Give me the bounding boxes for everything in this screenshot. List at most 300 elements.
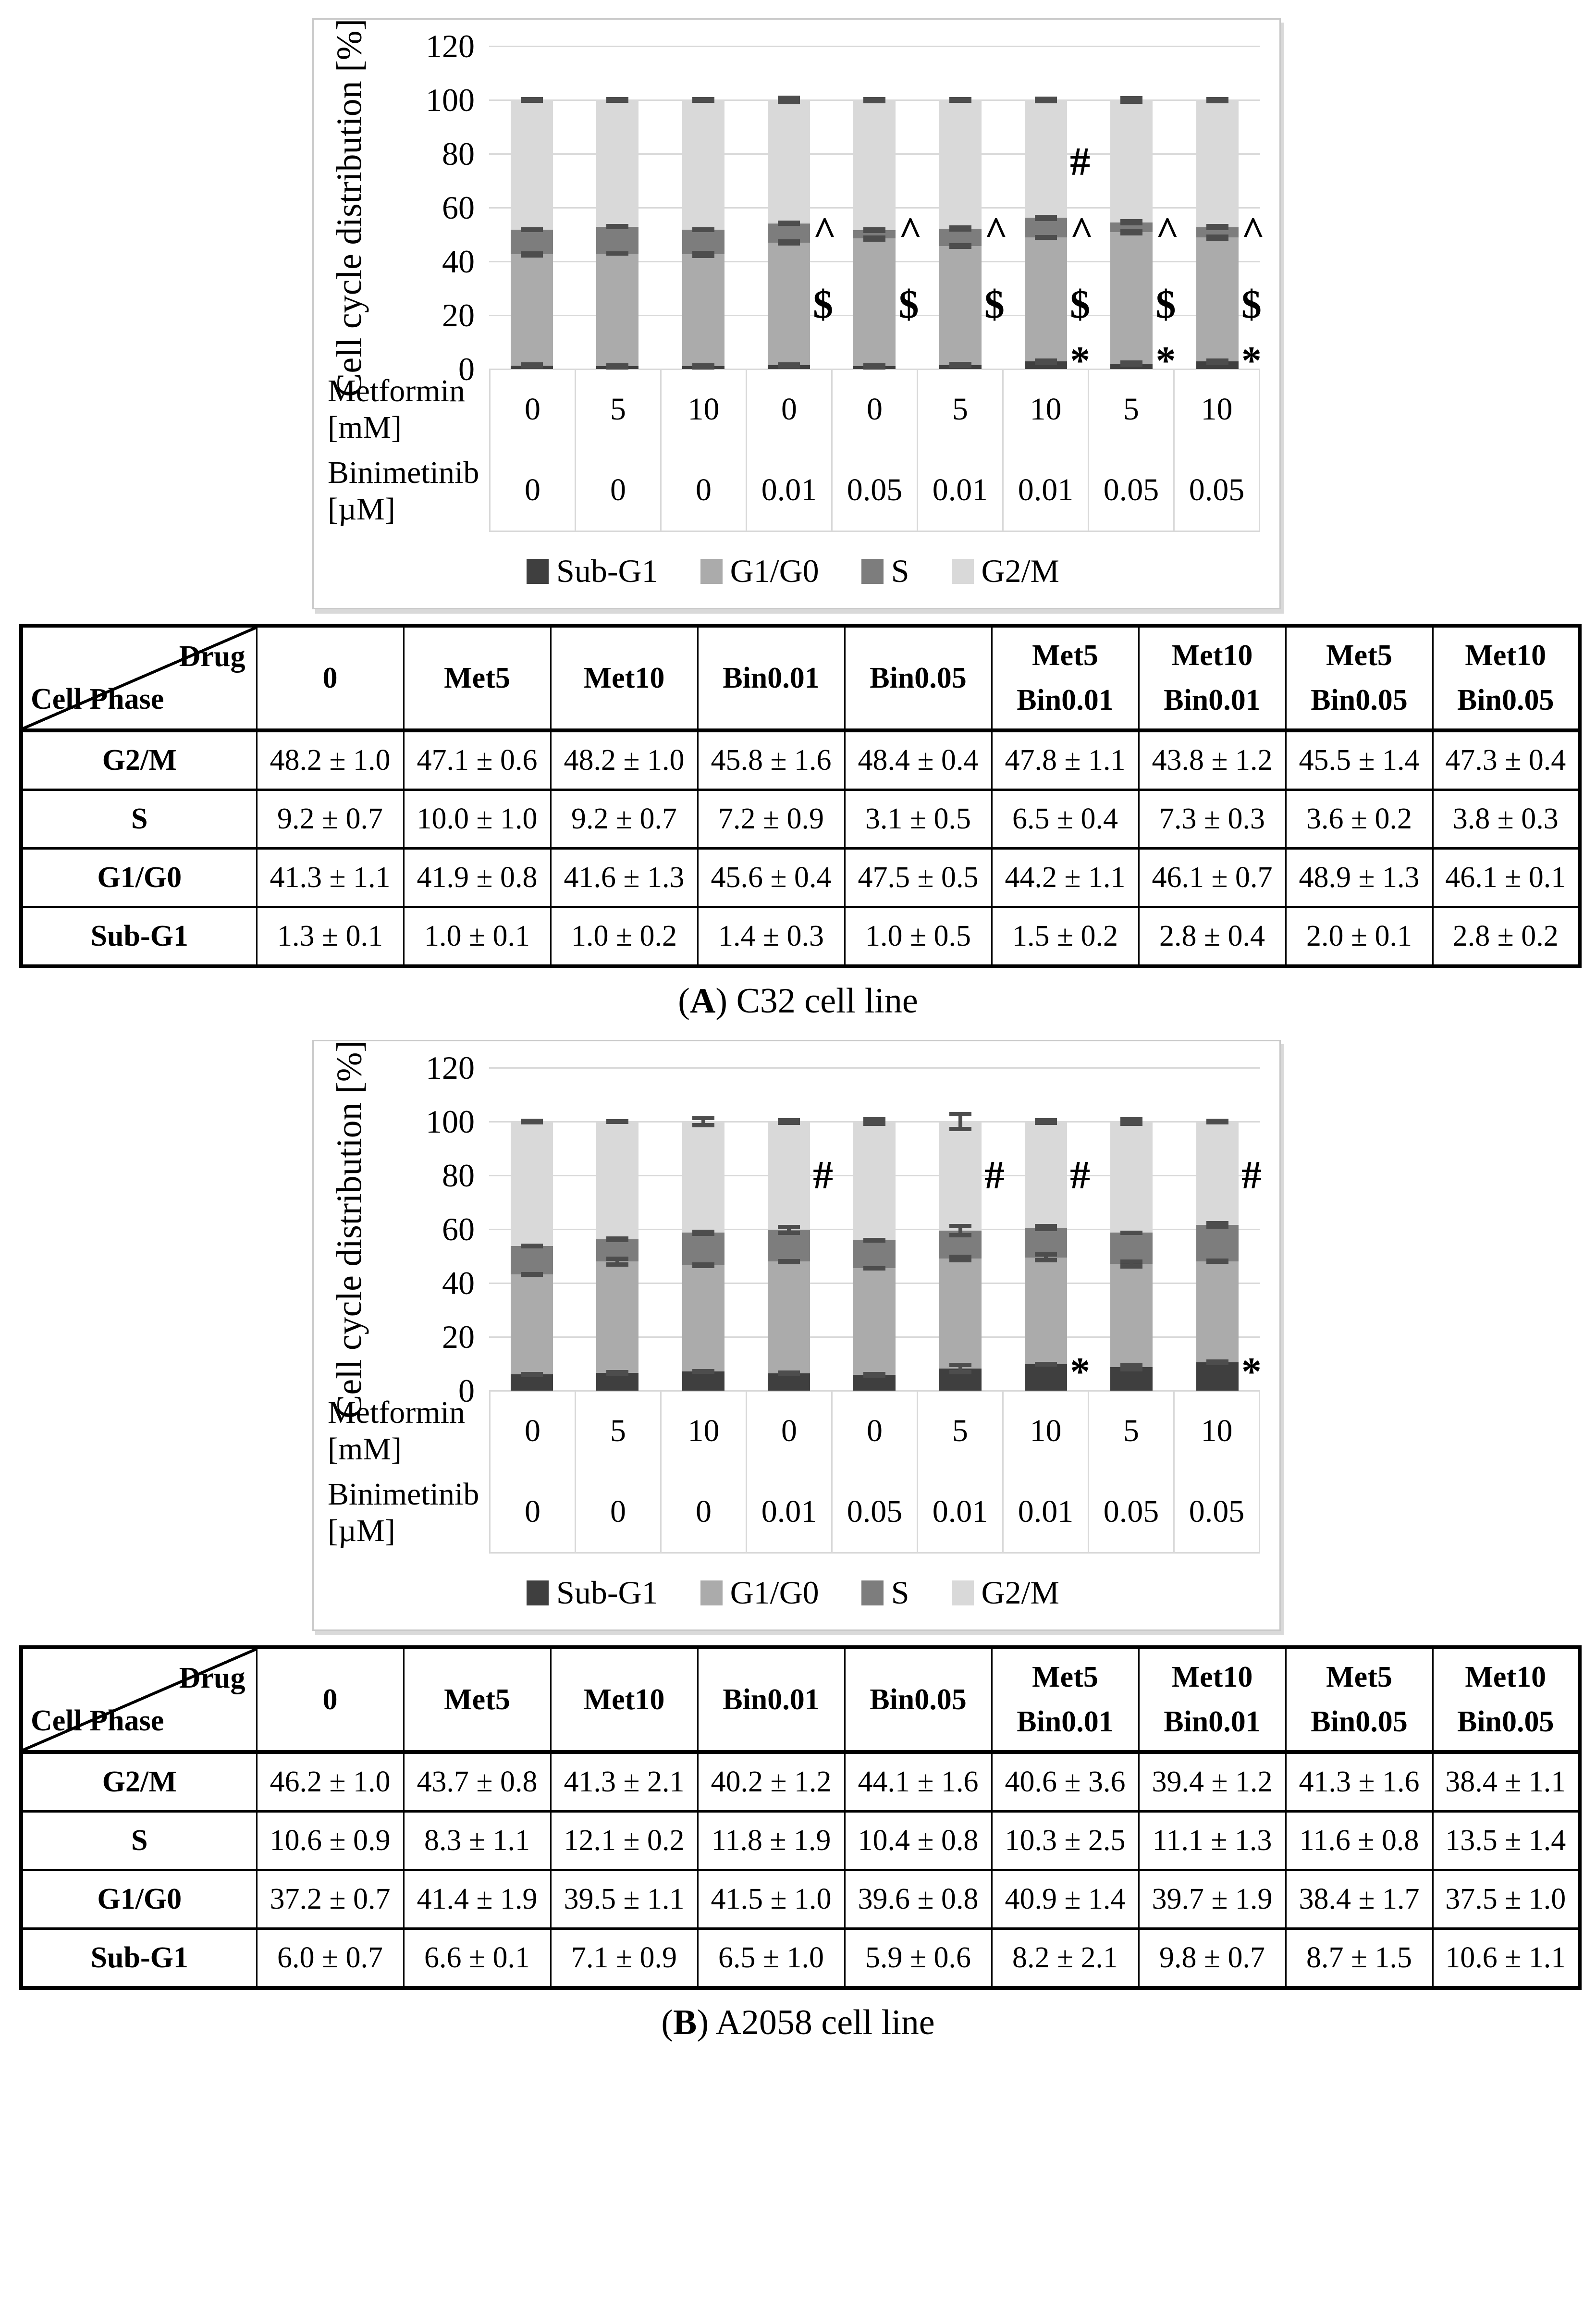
row-label: G1/G0 xyxy=(21,849,257,907)
bar-segment-g2-m xyxy=(1025,100,1067,218)
column-header: Met5 Bin0.05 xyxy=(1286,1647,1433,1752)
table-cell: 1.4 ± 0.3 xyxy=(698,907,845,967)
x-axis-value: 0.05 xyxy=(831,450,917,532)
error-bar xyxy=(1035,97,1057,103)
stacked-bar xyxy=(682,1068,724,1391)
bar-group xyxy=(746,1068,832,1391)
x-axis-value: 5 xyxy=(575,369,660,450)
error-bar xyxy=(949,243,971,249)
table-cell: 40.6 ± 3.6 xyxy=(992,1752,1139,1812)
bar-segment-s xyxy=(511,1246,553,1274)
table-row xyxy=(21,907,1580,967)
error-bar-cap xyxy=(692,227,714,232)
column-header: Bin0.01 xyxy=(698,1647,845,1752)
bar-segment-g2-m xyxy=(1110,1122,1153,1233)
y-axis-tick-label: 80 xyxy=(442,136,475,172)
error-bar-cap xyxy=(1206,1224,1228,1229)
error-bar xyxy=(692,1116,714,1127)
legend-label: Sub-G1 xyxy=(556,1574,658,1611)
bar-group xyxy=(1089,1068,1174,1391)
y-axis-tick-label: 60 xyxy=(442,1211,475,1247)
error-bar-cap xyxy=(778,1231,800,1235)
error-bar xyxy=(606,365,628,368)
table-cell: 8.3 ± 1.1 xyxy=(404,1812,551,1870)
annotation-dollar: $ xyxy=(813,282,834,327)
table-cell: 38.4 ± 1.1 xyxy=(1433,1752,1580,1812)
error-bar xyxy=(1206,1221,1228,1229)
error-bar-cap xyxy=(1206,358,1228,363)
y-axis-tick-label: 120 xyxy=(426,28,475,64)
table-cell: 10.6 ± 0.9 xyxy=(257,1812,404,1870)
error-bar xyxy=(1120,1259,1142,1269)
bar-group xyxy=(1175,1068,1262,1394)
annotation-caret: ^ xyxy=(813,209,836,254)
table-header-row xyxy=(21,1647,1580,1752)
error-bar-cap xyxy=(1120,1117,1142,1122)
caption-b: (B) A2058 cell line xyxy=(661,2003,935,2042)
x-axis-value: 5 xyxy=(1088,369,1173,450)
legend-swatch-g1-g0 xyxy=(700,1580,723,1605)
error-bar-cap xyxy=(521,1372,543,1376)
table-cell: 1.0 ± 0.1 xyxy=(404,907,551,967)
table-cell: 46.2 ± 1.0 xyxy=(257,1752,404,1812)
error-bar-cap xyxy=(1120,1259,1142,1264)
table-cell: 1.3 ± 0.1 xyxy=(257,907,404,967)
table-cell: 13.5 ± 1.4 xyxy=(1433,1812,1580,1870)
bar-segment-g1-g0 xyxy=(1110,232,1153,364)
x-axis-value: 0.05 xyxy=(1088,450,1173,532)
error-bar xyxy=(1120,362,1142,365)
table-cell: 1.5 ± 0.2 xyxy=(992,907,1139,967)
error-bar xyxy=(521,1272,543,1276)
error-bar xyxy=(1035,235,1057,239)
error-bar xyxy=(521,251,543,257)
error-bar-cap xyxy=(949,362,971,366)
error-bar xyxy=(949,1255,971,1262)
y-axis-tick-label: 20 xyxy=(442,1319,475,1355)
table-cell: 41.4 ± 1.9 xyxy=(404,1870,551,1929)
bar-segment-g2-m xyxy=(596,100,638,227)
error-bar xyxy=(863,99,885,101)
table-cell: 44.1 ± 1.6 xyxy=(845,1752,992,1812)
error-bar-cap xyxy=(606,1238,628,1242)
bar-segment-g2-m xyxy=(1025,1122,1067,1228)
bar-segment-sub-g1 xyxy=(682,1371,724,1391)
error-bar xyxy=(863,1373,885,1377)
error-bar-cap xyxy=(863,227,885,232)
table-cell: 7.1 ± 0.9 xyxy=(551,1929,698,1988)
x-axis-value: 0.01 xyxy=(746,450,831,532)
error-bar-cap xyxy=(949,245,971,249)
error-bar-cap xyxy=(949,1233,971,1237)
row-label: G2/M xyxy=(21,1752,257,1812)
error-bar-cap xyxy=(1120,360,1142,365)
error-bar xyxy=(949,97,971,103)
legend-swatch-sub-g1 xyxy=(527,1580,549,1605)
x-axis-row xyxy=(326,450,1260,532)
x-axis-value: 0.05 xyxy=(1088,1471,1173,1554)
error-bar xyxy=(1035,217,1057,219)
table-cell: 45.8 ± 1.6 xyxy=(698,730,845,790)
corner-label-drug: Drug xyxy=(179,640,246,673)
error-bar-cap xyxy=(778,1260,800,1264)
column-header: Met10 xyxy=(551,626,698,730)
error-bar-cap xyxy=(1035,1362,1057,1366)
column-header: Met10 Bin0.05 xyxy=(1433,1647,1580,1752)
table-cell: 9.8 ± 0.7 xyxy=(1139,1929,1286,1988)
x-axis-value: 0 xyxy=(660,1471,746,1554)
bar-segment-g1-g0 xyxy=(1110,1264,1153,1367)
error-bar-cap xyxy=(1120,231,1142,235)
plot-row xyxy=(326,18,1265,397)
annotation-dollar: $ xyxy=(898,282,919,327)
error-bar-cap xyxy=(863,363,885,368)
error-bar-cap xyxy=(949,225,971,230)
y-axis-tick-label: 100 xyxy=(426,82,475,118)
x-axis-value: 0 xyxy=(575,450,660,532)
table-cell: 12.1 ± 0.2 xyxy=(551,1812,698,1870)
error-bar xyxy=(1120,229,1142,236)
y-axis-tick-label: 0 xyxy=(458,351,475,387)
table-cell: 10.3 ± 2.5 xyxy=(992,1812,1139,1870)
error-bar-cap xyxy=(949,1258,971,1262)
bar-segment-sub-g1 xyxy=(1025,1364,1067,1391)
table-cell: 41.9 ± 0.8 xyxy=(404,849,551,907)
x-axis-value: 0.01 xyxy=(917,450,1002,532)
bar-segment-g1-g0 xyxy=(596,1261,638,1373)
stacked-bar xyxy=(1110,1068,1153,1391)
stacked-bar xyxy=(1025,1068,1067,1391)
table-cell: 41.3 ± 1.6 xyxy=(1286,1752,1433,1812)
legend-swatch-s xyxy=(861,1580,884,1605)
error-bar-cap xyxy=(521,99,543,103)
error-bar-cap xyxy=(1035,215,1057,219)
error-bar xyxy=(778,1118,800,1124)
error-bar xyxy=(1206,99,1228,101)
error-bar xyxy=(606,99,628,102)
table-cell: 47.3 ± 0.4 xyxy=(1433,730,1580,790)
error-bar xyxy=(521,1244,543,1248)
column-header: Met5 Bin0.05 xyxy=(1286,626,1433,730)
error-bar-cap xyxy=(521,253,543,258)
error-bar xyxy=(521,1119,543,1124)
row-label: Sub-G1 xyxy=(21,1929,257,1988)
bar-segment-g1-g0 xyxy=(853,1268,896,1375)
caption-text: A2058 cell line xyxy=(715,2003,935,2042)
error-bar-cap xyxy=(778,239,800,244)
table-cell: 9.2 ± 0.7 xyxy=(257,790,404,849)
stacked-bar xyxy=(596,46,638,369)
bar-segment-s xyxy=(596,227,638,254)
error-bar-cap xyxy=(692,99,714,103)
error-bar-cap xyxy=(949,1224,971,1228)
y-axis-tick-label: 0 xyxy=(458,1372,475,1409)
x-axis-value: 0 xyxy=(831,1391,917,1471)
error-bar-cap xyxy=(1035,1252,1057,1257)
x-axis-value: 0 xyxy=(660,450,746,532)
error-bar xyxy=(949,1224,971,1237)
bar-segment-g1-g0 xyxy=(1025,1258,1067,1364)
error-bar-cap xyxy=(1120,1122,1142,1126)
column-header: Met5 Bin0.01 xyxy=(992,626,1139,730)
bar-group xyxy=(661,1068,746,1391)
error-bar xyxy=(1120,1117,1142,1126)
annotation-hash: # xyxy=(1241,1153,1262,1197)
error-bar-cap xyxy=(692,1116,714,1120)
row-label: G1/G0 xyxy=(21,1870,257,1929)
error-bar xyxy=(1035,1252,1057,1262)
error-bar xyxy=(778,364,800,367)
bar-segment-g2-m xyxy=(853,1122,896,1240)
bar-segment-g2-m xyxy=(682,1122,724,1233)
error-bar xyxy=(1206,1259,1228,1264)
x-axis-value: 5 xyxy=(917,1391,1002,1471)
error-bar-cap xyxy=(521,227,543,232)
table-cell: 3.6 ± 0.2 xyxy=(1286,790,1433,849)
bar-segment-g2-m xyxy=(939,1122,982,1231)
error-bar xyxy=(778,241,800,244)
y-axis-tick-label: 40 xyxy=(442,1265,475,1301)
stacked-bar xyxy=(853,1068,896,1391)
table-cell: 3.8 ± 0.3 xyxy=(1433,790,1580,849)
legend-item xyxy=(952,552,1059,590)
annotation-caret: ^ xyxy=(1070,209,1093,254)
error-bar xyxy=(863,1266,885,1271)
legend-item xyxy=(861,1574,909,1612)
table-row xyxy=(21,790,1580,849)
error-bar xyxy=(692,1262,714,1268)
annotation-hash: # xyxy=(813,1153,834,1197)
error-bar xyxy=(1206,1359,1228,1365)
error-bar xyxy=(692,251,714,258)
caption-text: C32 cell line xyxy=(736,981,918,1021)
error-bar-cap xyxy=(1035,235,1057,239)
chart-panel-b xyxy=(312,1040,1281,1631)
error-bar-cap xyxy=(778,1225,800,1229)
error-bar xyxy=(521,97,543,102)
annotation-asterisk: * xyxy=(1070,338,1091,383)
column-header: 0 xyxy=(257,1647,404,1752)
legend-swatch-g2-m xyxy=(952,559,974,584)
table-cell: 10.4 ± 0.8 xyxy=(845,1812,992,1870)
table-row xyxy=(21,849,1580,907)
bar-group xyxy=(575,1068,660,1391)
bar-group xyxy=(661,46,746,369)
table-cell: 44.2 ± 1.1 xyxy=(992,849,1139,907)
table-cell: 8.2 ± 2.1 xyxy=(992,1929,1139,1988)
error-bar xyxy=(863,237,885,240)
error-bar-cap xyxy=(863,97,885,101)
error-bar xyxy=(863,365,885,368)
x-axis-row-label: Metformin [mM] xyxy=(328,1395,465,1467)
table-cell: 7.3 ± 0.3 xyxy=(1139,790,1286,849)
table-cell: 40.2 ± 1.2 xyxy=(698,1752,845,1812)
error-bar xyxy=(1120,221,1142,223)
error-bar-cap xyxy=(863,1266,885,1271)
error-bar xyxy=(692,1369,714,1374)
error-bar-cap xyxy=(1120,1264,1142,1269)
bar-segment-g1-g0 xyxy=(682,254,724,366)
error-bar-cap xyxy=(692,1123,714,1127)
table-cell: 45.5 ± 1.4 xyxy=(1286,730,1433,790)
plot-row xyxy=(326,1040,1262,1419)
table-cell: 1.0 ± 0.5 xyxy=(845,907,992,967)
error-bar-cap xyxy=(521,1272,543,1276)
legend-item xyxy=(700,552,819,590)
table-cell: 46.1 ± 0.1 xyxy=(1433,849,1580,907)
bar-group xyxy=(489,46,575,369)
error-bar xyxy=(606,1372,628,1374)
bar-group xyxy=(489,1068,575,1391)
annotation-dollar: $ xyxy=(1070,282,1091,327)
column-header: Met10 xyxy=(551,1647,698,1752)
error-bar-cap xyxy=(692,254,714,258)
error-bar-cap xyxy=(606,1370,628,1374)
annotation-hash: # xyxy=(1070,139,1091,184)
stacked-bar xyxy=(853,46,896,369)
x-axis-value: 0 xyxy=(489,450,575,532)
table-cell: 43.8 ± 1.2 xyxy=(1139,730,1286,790)
error-bar xyxy=(778,1259,800,1264)
plot-area xyxy=(489,46,1265,383)
legend-swatch-sub-g1 xyxy=(527,559,549,584)
x-axis-value: 0 xyxy=(746,369,831,450)
legend-swatch-g2-m xyxy=(952,1580,974,1605)
corner-label-cell-phase: Cell Phase xyxy=(31,1704,164,1737)
stacked-bar xyxy=(1196,46,1239,369)
error-bar xyxy=(1206,360,1228,363)
error-bar-cap xyxy=(606,363,628,368)
error-bar-cap xyxy=(949,1370,971,1374)
column-header: Met10 Bin0.05 xyxy=(1433,626,1580,730)
table-cell: 5.9 ± 0.6 xyxy=(845,1929,992,1988)
x-axis-value: 0.01 xyxy=(746,1471,831,1554)
x-axis-row xyxy=(326,1471,1260,1554)
row-label: Sub-G1 xyxy=(21,907,257,967)
table-cell: 46.1 ± 0.7 xyxy=(1139,849,1286,907)
x-axis-cells xyxy=(489,1471,1260,1554)
table-cell: 9.2 ± 0.7 xyxy=(551,790,698,849)
error-bar xyxy=(1206,236,1228,239)
x-axis-value: 10 xyxy=(660,369,746,450)
error-bar-cap xyxy=(1206,1120,1228,1124)
bar-segment-g1-g0 xyxy=(596,254,638,367)
table-cell: 39.6 ± 0.8 xyxy=(845,1870,992,1929)
error-bar-cap xyxy=(863,235,885,240)
error-bar-cap xyxy=(863,1122,885,1126)
x-axis-row-label: Metformin [mM] xyxy=(328,373,465,445)
bar-segment-g2-m xyxy=(1196,1122,1239,1225)
bar-segment-g1-g0 xyxy=(768,243,810,365)
bar-segment-g2-m xyxy=(1196,100,1239,227)
error-bar xyxy=(1120,1363,1142,1371)
error-bar-cap xyxy=(692,1264,714,1268)
error-bar-cap xyxy=(692,1230,714,1234)
table-cell: 47.8 ± 1.1 xyxy=(992,730,1139,790)
error-bar xyxy=(606,1120,628,1124)
legend-label: G2/M xyxy=(981,553,1059,589)
table-cell: 41.3 ± 1.1 xyxy=(257,849,404,907)
error-bar xyxy=(949,364,971,366)
error-bar xyxy=(949,1363,971,1374)
table-cell: 41.5 ± 1.0 xyxy=(698,1870,845,1929)
annotation-asterisk: * xyxy=(1241,338,1262,383)
legend-item xyxy=(952,1574,1059,1612)
table-row xyxy=(21,730,1580,790)
error-bar xyxy=(521,228,543,232)
stacked-bar xyxy=(939,46,982,369)
error-bar xyxy=(778,1225,800,1235)
bar-group xyxy=(832,1068,917,1391)
table-cell: 41.3 ± 2.1 xyxy=(551,1752,698,1812)
table-cell: 2.0 ± 0.1 xyxy=(1286,907,1433,967)
error-bar-cap xyxy=(1120,1367,1142,1371)
chart-panel-a xyxy=(312,18,1281,609)
table-header-row xyxy=(21,626,1580,730)
legend-label: Sub-G1 xyxy=(556,553,658,589)
error-bar-cap xyxy=(606,1262,628,1267)
error-bar-cap xyxy=(949,99,971,103)
bar-segment-g1-g0 xyxy=(1196,237,1239,361)
legend xyxy=(326,1574,1260,1617)
table-cell: 6.5 ± 0.4 xyxy=(992,790,1139,849)
caption-letter: A xyxy=(689,981,716,1021)
annotation-caret: ^ xyxy=(984,209,1008,254)
error-bar xyxy=(778,221,800,225)
annotation-caret: ^ xyxy=(898,209,922,254)
row-label: G2/M xyxy=(21,730,257,790)
legend xyxy=(326,552,1260,596)
table-cell: 47.1 ± 0.6 xyxy=(404,730,551,790)
table-cell: 6.0 ± 0.7 xyxy=(257,1929,404,1988)
data-table-b xyxy=(19,1645,1582,1990)
y-axis-tick-label: 80 xyxy=(442,1157,475,1194)
x-axis-value: 10 xyxy=(1002,1391,1088,1471)
column-header: Bin0.01 xyxy=(698,626,845,730)
error-bar-cap xyxy=(949,1112,971,1116)
error-bar xyxy=(692,228,714,232)
error-bar-cap xyxy=(521,1244,543,1248)
table-cell: 38.4 ± 1.7 xyxy=(1286,1870,1433,1929)
legend-item xyxy=(527,1574,658,1612)
error-bar-cap xyxy=(1035,358,1057,363)
annotation-asterisk: * xyxy=(1241,1349,1262,1394)
caption-letter: B xyxy=(673,2003,697,2042)
bar-segment-g2-m xyxy=(511,100,553,230)
error-bar-cap xyxy=(1206,1361,1228,1365)
table-row xyxy=(21,1929,1580,1988)
error-bar xyxy=(692,97,714,102)
corner-cell xyxy=(21,1647,257,1752)
table-cell: 48.9 ± 1.3 xyxy=(1286,849,1433,907)
table-cell: 37.2 ± 0.7 xyxy=(257,1870,404,1929)
bar-segment-g1-g0 xyxy=(511,254,553,365)
table-cell: 10.0 ± 1.0 xyxy=(404,790,551,849)
bar-segment-g2-m xyxy=(596,1122,638,1239)
y-axis-tick-label: 100 xyxy=(426,1103,475,1140)
bar-segment-s xyxy=(682,1233,724,1265)
bar-segment-s xyxy=(1196,1225,1239,1261)
table-cell: 39.4 ± 1.2 xyxy=(1139,1752,1286,1812)
table-cell: 48.2 ± 1.0 xyxy=(551,730,698,790)
error-bar-cap xyxy=(949,1127,971,1131)
error-bar-cap xyxy=(1206,1259,1228,1264)
x-axis-value: 5 xyxy=(1088,1391,1173,1471)
error-bar-cap xyxy=(521,1120,543,1124)
legend-swatch-s xyxy=(861,559,884,584)
column-header: Bin0.05 xyxy=(845,626,992,730)
error-bar-cap xyxy=(606,251,628,256)
